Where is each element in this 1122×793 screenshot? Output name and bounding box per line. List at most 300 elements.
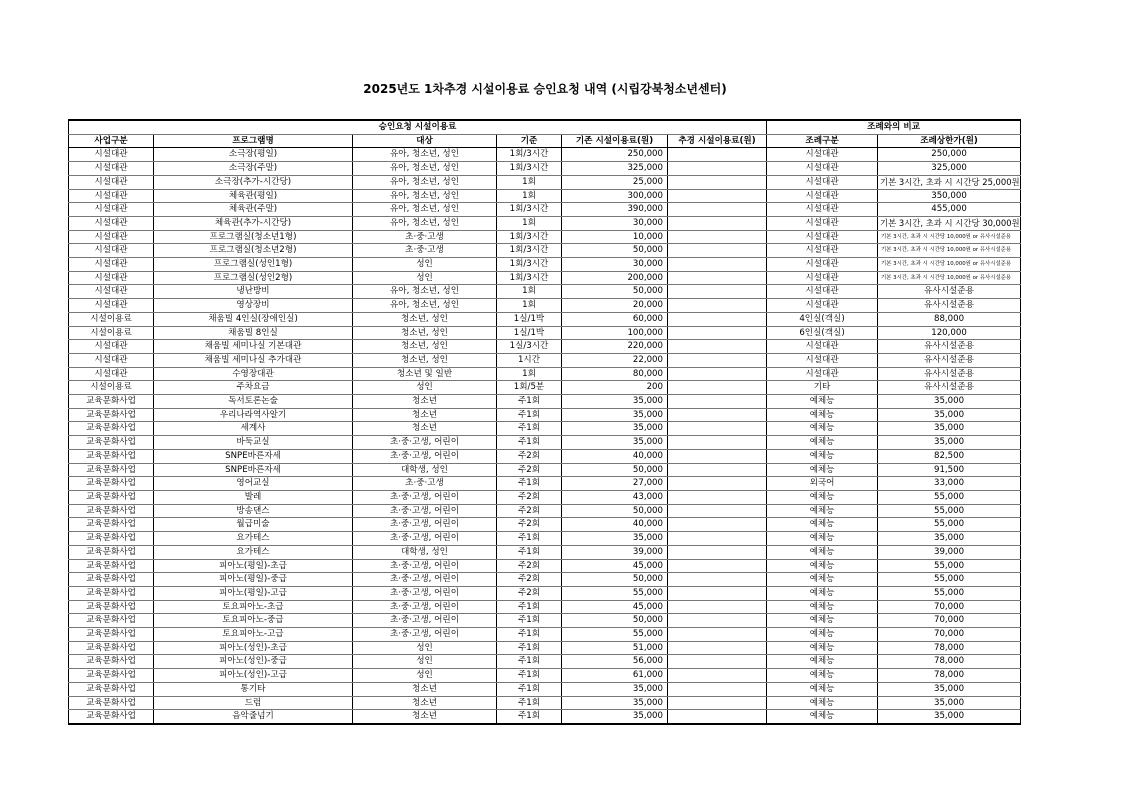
cell-program: 발레 [154, 490, 353, 504]
cell-program: 우리나라역사알기 [154, 408, 353, 422]
cell-existing-fee: 55,000 [562, 586, 668, 600]
cell-ordinance-cap: 유사시설준용 [878, 381, 1021, 395]
cell-revised-fee [668, 532, 767, 546]
cell-ordinance-cap: 유사시설준용 [878, 285, 1021, 299]
cell-basis: 1회/5분 [497, 381, 562, 395]
cell-category: 교육문화사업 [69, 504, 154, 518]
cell-ordinance-type: 예체능 [767, 586, 878, 600]
column-header-row [69, 134, 1021, 148]
cell-basis: 주1회 [497, 696, 562, 710]
cell-ordinance-cap: 기본 3시간, 초과 시 시간당 25,000원 [878, 175, 1021, 189]
fee-table [68, 119, 1021, 725]
table-row [69, 381, 1021, 395]
column-header: 대상 [353, 134, 497, 148]
table-row [69, 285, 1021, 299]
cell-revised-fee [668, 614, 767, 628]
table-row [69, 710, 1021, 724]
cell-revised-fee [668, 299, 767, 313]
cell-ordinance-type: 시설대관 [767, 203, 878, 217]
cell-existing-fee: 10,000 [562, 230, 668, 244]
cell-basis: 1회/3시간 [497, 258, 562, 272]
cell-revised-fee [668, 244, 767, 258]
cell-basis: 주1회 [497, 395, 562, 409]
cell-revised-fee [668, 628, 767, 642]
cell-existing-fee: 22,000 [562, 353, 668, 367]
cell-target: 초·중·고생, 어린이 [353, 559, 497, 573]
cell-ordinance-type: 예체능 [767, 696, 878, 710]
cell-existing-fee: 100,000 [562, 326, 668, 340]
cell-program: SNPE바른자세 [154, 449, 353, 463]
cell-revised-fee [668, 710, 767, 724]
cell-target: 청소년 [353, 696, 497, 710]
cell-target: 초·중·고생, 어린이 [353, 436, 497, 450]
cell-target: 청소년, 성인 [353, 340, 497, 354]
cell-basis: 1회/3시간 [497, 148, 562, 162]
cell-ordinance-type: 예체능 [767, 490, 878, 504]
cell-revised-fee [668, 449, 767, 463]
cell-ordinance-type: 예체능 [767, 395, 878, 409]
column-header: 조례상한가(원) [878, 134, 1021, 148]
cell-basis: 1회/3시간 [497, 271, 562, 285]
cell-existing-fee: 30,000 [562, 258, 668, 272]
cell-ordinance-type: 예체능 [767, 408, 878, 422]
cell-ordinance-type: 시설대관 [767, 216, 878, 230]
cell-target: 초·중·고생, 어린이 [353, 504, 497, 518]
cell-program: 세계사 [154, 422, 353, 436]
table-row [69, 326, 1021, 340]
table-row [69, 271, 1021, 285]
cell-ordinance-cap: 유사시설준용 [878, 340, 1021, 354]
cell-revised-fee [668, 353, 767, 367]
cell-ordinance-type: 예체능 [767, 545, 878, 559]
cell-target: 성인 [353, 641, 497, 655]
cell-revised-fee [668, 285, 767, 299]
cell-category: 교육문화사업 [69, 559, 154, 573]
cell-ordinance-type: 기타 [767, 381, 878, 395]
cell-ordinance-cap: 70,000 [878, 614, 1021, 628]
cell-target: 청소년 [353, 395, 497, 409]
cell-program: 프로그램실(청소년2형) [154, 244, 353, 258]
cell-basis: 1실/1박 [497, 312, 562, 326]
cell-category: 교육문화사업 [69, 600, 154, 614]
column-header: 사업구분 [69, 134, 154, 148]
table-row [69, 600, 1021, 614]
cell-existing-fee: 50,000 [562, 573, 668, 587]
cell-revised-fee [668, 175, 767, 189]
cell-basis: 1실/3시간 [497, 340, 562, 354]
cell-revised-fee [668, 148, 767, 162]
cell-revised-fee [668, 559, 767, 573]
cell-ordinance-cap: 기본 3시간, 초과 시 시간당 10,000원 or 유사시설준용 [878, 271, 1021, 285]
cell-revised-fee [668, 162, 767, 176]
cell-existing-fee: 35,000 [562, 532, 668, 546]
cell-target: 청소년 [353, 682, 497, 696]
cell-existing-fee: 51,000 [562, 641, 668, 655]
cell-revised-fee [668, 258, 767, 272]
cell-basis: 주2회 [497, 559, 562, 573]
cell-basis: 주1회 [497, 682, 562, 696]
cell-existing-fee: 35,000 [562, 710, 668, 724]
cell-program: 체육관(평일) [154, 189, 353, 203]
cell-category: 교육문화사업 [69, 532, 154, 546]
cell-ordinance-type: 시설대관 [767, 189, 878, 203]
column-header: 조례구분 [767, 134, 878, 148]
cell-program: 피아노(성인)-초급 [154, 641, 353, 655]
cell-target: 청소년 [353, 710, 497, 724]
table-row [69, 559, 1021, 573]
table-row [69, 614, 1021, 628]
cell-basis: 1회 [497, 299, 562, 313]
cell-ordinance-cap: 35,000 [878, 436, 1021, 450]
cell-existing-fee: 35,000 [562, 408, 668, 422]
cell-program: 체육관(주말) [154, 203, 353, 217]
cell-existing-fee: 35,000 [562, 682, 668, 696]
cell-ordinance-type: 시설대관 [767, 175, 878, 189]
cell-revised-fee [668, 340, 767, 354]
cell-existing-fee: 200 [562, 381, 668, 395]
cell-program: 채움빌 세미나실 추가대관 [154, 353, 353, 367]
table-row [69, 230, 1021, 244]
cell-revised-fee [668, 230, 767, 244]
cell-existing-fee: 40,000 [562, 518, 668, 532]
cell-category: 교육문화사업 [69, 696, 154, 710]
cell-existing-fee: 50,000 [562, 614, 668, 628]
cell-category: 교육문화사업 [69, 395, 154, 409]
table-row [69, 682, 1021, 696]
cell-ordinance-cap: 기본 3시간, 초과 시 시간당 10,000원 or 유사시설준용 [878, 230, 1021, 244]
table-row [69, 449, 1021, 463]
cell-ordinance-type: 예체능 [767, 422, 878, 436]
cell-program: 수영장대관 [154, 367, 353, 381]
cell-basis: 1실/1박 [497, 326, 562, 340]
cell-basis: 1회 [497, 175, 562, 189]
cell-ordinance-cap: 455,000 [878, 203, 1021, 217]
cell-category: 시설대관 [69, 230, 154, 244]
cell-revised-fee [668, 216, 767, 230]
cell-category: 시설대관 [69, 258, 154, 272]
cell-ordinance-cap: 35,000 [878, 696, 1021, 710]
cell-existing-fee: 300,000 [562, 189, 668, 203]
cell-basis: 1회/3시간 [497, 244, 562, 258]
cell-basis: 1시간 [497, 353, 562, 367]
cell-category: 교육문화사업 [69, 586, 154, 600]
cell-ordinance-cap: 55,000 [878, 586, 1021, 600]
cell-target: 성인 [353, 669, 497, 683]
cell-revised-fee [668, 655, 767, 669]
cell-revised-fee [668, 408, 767, 422]
cell-ordinance-type: 예체능 [767, 641, 878, 655]
cell-program: 주차요금 [154, 381, 353, 395]
cell-revised-fee [668, 463, 767, 477]
cell-basis: 주1회 [497, 545, 562, 559]
cell-target: 초·중·고생 [353, 477, 497, 491]
cell-category: 시설이용료 [69, 381, 154, 395]
cell-category: 교육문화사업 [69, 573, 154, 587]
cell-program: 피아노(평일)-초급 [154, 559, 353, 573]
cell-target: 유아, 청소년, 성인 [353, 162, 497, 176]
cell-ordinance-cap: 91,500 [878, 463, 1021, 477]
cell-ordinance-cap: 55,000 [878, 490, 1021, 504]
cell-existing-fee: 35,000 [562, 436, 668, 450]
group-header-row [69, 120, 1021, 134]
cell-ordinance-type: 예체능 [767, 518, 878, 532]
cell-target: 유아, 청소년, 성인 [353, 148, 497, 162]
cell-category: 교육문화사업 [69, 518, 154, 532]
cell-ordinance-type: 예체능 [767, 614, 878, 628]
cell-revised-fee [668, 669, 767, 683]
cell-revised-fee [668, 573, 767, 587]
cell-category: 시설대관 [69, 244, 154, 258]
cell-ordinance-type: 시설대관 [767, 258, 878, 272]
cell-program: 피아노(평일)-중급 [154, 573, 353, 587]
cell-existing-fee: 45,000 [562, 559, 668, 573]
cell-revised-fee [668, 326, 767, 340]
cell-ordinance-type: 시설대관 [767, 148, 878, 162]
cell-basis: 주2회 [497, 490, 562, 504]
table-row [69, 162, 1021, 176]
cell-category: 교육문화사업 [69, 477, 154, 491]
cell-target: 초·중·고생, 어린이 [353, 449, 497, 463]
table-body [69, 148, 1021, 724]
cell-revised-fee [668, 189, 767, 203]
cell-existing-fee: 50,000 [562, 244, 668, 258]
cell-basis: 주1회 [497, 532, 562, 546]
cell-category: 시설대관 [69, 340, 154, 354]
cell-ordinance-cap: 35,000 [878, 408, 1021, 422]
cell-revised-fee [668, 381, 767, 395]
table-row [69, 628, 1021, 642]
cell-ordinance-type: 외국어 [767, 477, 878, 491]
cell-ordinance-type: 예체능 [767, 573, 878, 587]
cell-target: 초·중·고생, 어린이 [353, 586, 497, 600]
cell-ordinance-type: 예체능 [767, 463, 878, 477]
cell-revised-fee [668, 641, 767, 655]
cell-ordinance-cap: 유사시설준용 [878, 299, 1021, 313]
table-row [69, 203, 1021, 217]
cell-existing-fee: 56,000 [562, 655, 668, 669]
cell-existing-fee: 50,000 [562, 285, 668, 299]
cell-ordinance-cap: 70,000 [878, 600, 1021, 614]
cell-program: 독서토론논술 [154, 395, 353, 409]
cell-revised-fee [668, 696, 767, 710]
cell-program: 소극장(추가-시간당) [154, 175, 353, 189]
cell-existing-fee: 30,000 [562, 216, 668, 230]
cell-revised-fee [668, 271, 767, 285]
cell-ordinance-type: 시설대관 [767, 244, 878, 258]
cell-basis: 주2회 [497, 573, 562, 587]
cell-ordinance-type: 예체능 [767, 504, 878, 518]
cell-program: 방송댄스 [154, 504, 353, 518]
cell-program: 소극장(주말) [154, 162, 353, 176]
cell-target: 유아, 청소년, 성인 [353, 216, 497, 230]
cell-category: 교육문화사업 [69, 463, 154, 477]
cell-program: 드럼 [154, 696, 353, 710]
table-row [69, 573, 1021, 587]
cell-program: 채움빌 8인실 [154, 326, 353, 340]
cell-target: 초·중·고생, 어린이 [353, 532, 497, 546]
cell-program: 요가테스 [154, 532, 353, 546]
column-header: 프로그램명 [154, 134, 353, 148]
cell-target: 성인 [353, 381, 497, 395]
cell-program: 냉난방비 [154, 285, 353, 299]
cell-basis: 1회 [497, 367, 562, 381]
group-header-comparison: 조례와의 비교 [767, 120, 1021, 134]
cell-category: 시설대관 [69, 148, 154, 162]
cell-existing-fee: 27,000 [562, 477, 668, 491]
cell-program: 피아노(평일)-고급 [154, 586, 353, 600]
cell-target: 초·중·고생, 어린이 [353, 518, 497, 532]
cell-category: 시설대관 [69, 189, 154, 203]
cell-revised-fee [668, 367, 767, 381]
cell-existing-fee: 61,000 [562, 669, 668, 683]
table-row [69, 244, 1021, 258]
cell-category: 시설대관 [69, 299, 154, 313]
cell-basis: 주2회 [497, 504, 562, 518]
table-row [69, 312, 1021, 326]
cell-ordinance-type: 시설대관 [767, 271, 878, 285]
cell-existing-fee: 35,000 [562, 696, 668, 710]
cell-target: 유아, 청소년, 성인 [353, 203, 497, 217]
cell-ordinance-type: 예체능 [767, 532, 878, 546]
cell-program: 채움빌 4인실(장애인실) [154, 312, 353, 326]
cell-ordinance-cap: 기본 3시간, 초과 시 시간당 30,000원 [878, 216, 1021, 230]
cell-revised-fee [668, 395, 767, 409]
cell-revised-fee [668, 600, 767, 614]
table-row [69, 148, 1021, 162]
cell-target: 유아, 청소년, 성인 [353, 175, 497, 189]
cell-program: 영상장비 [154, 299, 353, 313]
cell-basis: 주2회 [497, 463, 562, 477]
table-row [69, 367, 1021, 381]
cell-existing-fee: 60,000 [562, 312, 668, 326]
cell-ordinance-cap: 35,000 [878, 710, 1021, 724]
cell-basis: 1회 [497, 216, 562, 230]
table-row [69, 299, 1021, 313]
cell-ordinance-type: 시설대관 [767, 162, 878, 176]
cell-category: 교육문화사업 [69, 545, 154, 559]
cell-ordinance-cap: 88,000 [878, 312, 1021, 326]
cell-target: 성인 [353, 655, 497, 669]
cell-existing-fee: 200,000 [562, 271, 668, 285]
cell-category: 교육문화사업 [69, 436, 154, 450]
cell-program: 채움빌 세미나실 기본대관 [154, 340, 353, 354]
cell-ordinance-cap: 35,000 [878, 422, 1021, 436]
cell-target: 청소년 및 일반 [353, 367, 497, 381]
cell-revised-fee [668, 586, 767, 600]
cell-category: 교육문화사업 [69, 641, 154, 655]
cell-basis: 주2회 [497, 518, 562, 532]
cell-existing-fee: 80,000 [562, 367, 668, 381]
cell-basis: 주1회 [497, 600, 562, 614]
cell-target: 성인 [353, 271, 497, 285]
cell-category: 교육문화사업 [69, 490, 154, 504]
cell-basis: 주1회 [497, 436, 562, 450]
cell-ordinance-cap: 55,000 [878, 573, 1021, 587]
table-row [69, 216, 1021, 230]
cell-program: 토요피아노-중급 [154, 614, 353, 628]
table-row [69, 353, 1021, 367]
cell-existing-fee: 250,000 [562, 148, 668, 162]
cell-ordinance-type: 4인실(객실) [767, 312, 878, 326]
cell-existing-fee: 45,000 [562, 600, 668, 614]
cell-category: 교육문화사업 [69, 628, 154, 642]
cell-program: 프로그램실(성인2형) [154, 271, 353, 285]
cell-existing-fee: 55,000 [562, 628, 668, 642]
cell-ordinance-type: 시설대관 [767, 353, 878, 367]
cell-basis: 주1회 [497, 422, 562, 436]
cell-ordinance-cap: 55,000 [878, 518, 1021, 532]
cell-revised-fee [668, 682, 767, 696]
cell-revised-fee [668, 545, 767, 559]
cell-ordinance-cap: 350,000 [878, 189, 1021, 203]
cell-ordinance-cap: 33,000 [878, 477, 1021, 491]
table-row [69, 258, 1021, 272]
cell-target: 유아, 청소년, 성인 [353, 189, 497, 203]
cell-category: 교육문화사업 [69, 655, 154, 669]
cell-category: 교육문화사업 [69, 408, 154, 422]
cell-program: 토요피아노-고급 [154, 628, 353, 642]
table-row [69, 696, 1021, 710]
group-header-request: 승인요청 시설이용료 [69, 120, 767, 134]
cell-target: 초·중·고생 [353, 230, 497, 244]
cell-basis: 1회 [497, 285, 562, 299]
cell-ordinance-type: 시설대관 [767, 340, 878, 354]
cell-existing-fee: 325,000 [562, 162, 668, 176]
cell-program: 피아노(성인)-중급 [154, 655, 353, 669]
cell-category: 교육문화사업 [69, 422, 154, 436]
cell-revised-fee [668, 518, 767, 532]
cell-basis: 1회 [497, 189, 562, 203]
cell-ordinance-type: 시설대관 [767, 367, 878, 381]
cell-ordinance-cap: 기본 3시간, 초과 시 시간당 10,000원 or 유사시설준용 [878, 244, 1021, 258]
cell-ordinance-cap: 120,000 [878, 326, 1021, 340]
cell-ordinance-type: 시설대관 [767, 299, 878, 313]
cell-revised-fee [668, 436, 767, 450]
cell-category: 시설대관 [69, 285, 154, 299]
cell-basis: 주1회 [497, 477, 562, 491]
cell-ordinance-type: 시설대관 [767, 285, 878, 299]
cell-revised-fee [668, 422, 767, 436]
table-row [69, 641, 1021, 655]
table-row [69, 586, 1021, 600]
table-row [69, 669, 1021, 683]
cell-category: 시설대관 [69, 271, 154, 285]
cell-target: 초·중·고생, 어린이 [353, 573, 497, 587]
cell-category: 교육문화사업 [69, 669, 154, 683]
cell-basis: 주1회 [497, 641, 562, 655]
cell-category: 시설이용료 [69, 326, 154, 340]
cell-basis: 주2회 [497, 586, 562, 600]
cell-target: 청소년 [353, 408, 497, 422]
table-row [69, 490, 1021, 504]
table-row [69, 477, 1021, 491]
cell-program: 월급미술 [154, 518, 353, 532]
cell-target: 청소년, 성인 [353, 353, 497, 367]
cell-ordinance-type: 예체능 [767, 559, 878, 573]
cell-category: 시설대관 [69, 353, 154, 367]
cell-target: 초·중·고생, 어린이 [353, 600, 497, 614]
cell-program: 바둑교실 [154, 436, 353, 450]
cell-existing-fee: 50,000 [562, 463, 668, 477]
cell-ordinance-type: 6인실(객실) [767, 326, 878, 340]
page-title: 2025년도 1차추경 시설이용료 승인요청 내역 (시립강북청소년센터) [363, 82, 727, 96]
cell-ordinance-cap: 유사시설준용 [878, 367, 1021, 381]
cell-category: 시설대관 [69, 367, 154, 381]
table-row [69, 436, 1021, 450]
cell-revised-fee [668, 477, 767, 491]
column-header: 기준 [497, 134, 562, 148]
cell-basis: 주1회 [497, 655, 562, 669]
